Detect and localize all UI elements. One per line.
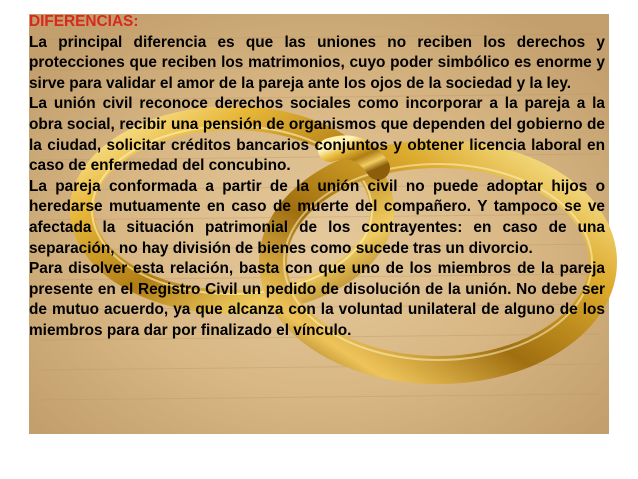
paragraph-1: La principal diferencia es que las uniones no reciben los derechos y protecciones que reciben los matrimonios, cuyo poder simbólico es enorme y sirve para validar el amor de la pareja ante los ojos de la sociedad y la ley. (29, 33, 605, 92)
paragraph-3: La pareja conformada a partir de la unión civil no puede adoptar hijos o heredarse mutuamente en caso de muerte del compañero. Y tampoco se ve afectada la situación patrimonial de los contrayentes: en caso de una separación, no hay división de bienes como sucede tras un divorcio. (29, 177, 605, 257)
slide-text (29, 12, 605, 342)
heading-diferencias: DIFERENCIAS: (29, 13, 139, 30)
paragraph-2: La unión civil reconoce derechos sociales como incorporar a la pareja a la obra social, recibir una pensión de organismos que dependen del gobierno de la ciudad, solicitar créditos bancarios conjuntos y obtener licencia laboral en caso de enfermedad del concubino. (29, 95, 605, 175)
paragraph-4: Para disolver esta relación, basta con que uno de los miembros de la pareja presente en el Registro Civil un pedido de disolución de la unión. No debe ser de mutuo acuerdo, ya que alcanza con la voluntad unilateral de alguno de los miembros para dar por finalizado el vínculo. (29, 260, 605, 339)
